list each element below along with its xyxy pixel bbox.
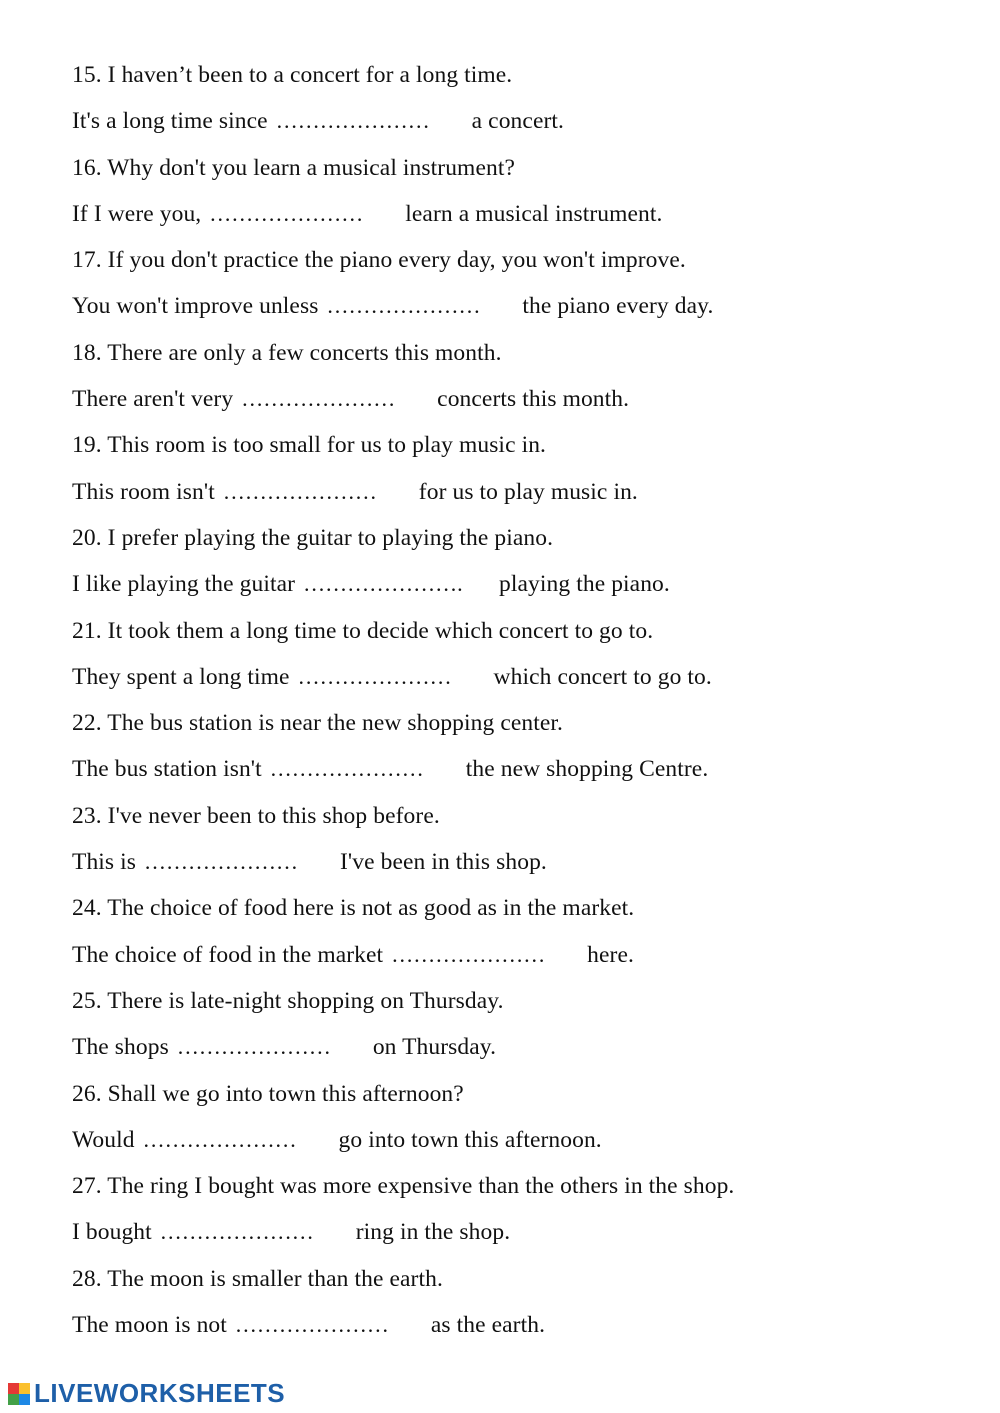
answer-line — [72, 1024, 952, 1070]
sentence-start: The moon is not — [72, 1312, 227, 1339]
sentence-start: If I were you, — [72, 200, 202, 227]
question-line — [72, 515, 952, 561]
original-sentence: The ring I bought was more expensive than the others in the shop. — [107, 1173, 735, 1200]
sentence-end: a concert. — [471, 108, 564, 135]
sentence-end: go into town this afternoon. — [338, 1126, 602, 1153]
question-line — [72, 793, 952, 839]
answer-line — [72, 561, 952, 607]
question-number: 26. — [72, 1080, 102, 1107]
sentence-end: concerts this month. — [437, 386, 630, 413]
answer-blank-20[interactable] — [303, 573, 491, 595]
answer-line — [72, 283, 952, 329]
question-number: 21. — [72, 617, 102, 644]
sentence-end: playing the piano. — [499, 571, 670, 598]
sentence-start: This is — [72, 849, 137, 876]
question-number: 20. — [72, 524, 102, 551]
answer-line — [72, 376, 952, 422]
question-number: 27. — [72, 1173, 102, 1200]
question-line — [72, 700, 952, 746]
original-sentence: It took them a long time to decide which concert to go to. — [107, 617, 654, 644]
sentence-end: ring in the shop. — [355, 1219, 511, 1246]
liveworksheets-logo-icon — [8, 1383, 30, 1405]
question-line — [72, 1256, 952, 1302]
question-number: 17. — [72, 247, 102, 274]
answer-blank-19[interactable] — [223, 481, 411, 503]
logo-square-blue — [19, 1394, 30, 1405]
question-line — [72, 237, 952, 283]
question-line — [72, 885, 952, 931]
sentence-start: This room isn't — [72, 478, 215, 505]
liveworksheets-footer — [8, 1378, 285, 1409]
answer-blank-24[interactable] — [391, 944, 579, 966]
answer-line — [72, 654, 952, 700]
answer-line — [72, 1209, 952, 1255]
original-sentence: I've never been to this shop before. — [107, 802, 440, 829]
answer-blank-27[interactable] — [160, 1221, 348, 1243]
answer-line — [72, 746, 952, 792]
answer-blank-15[interactable] — [276, 110, 464, 132]
answer-blank-28[interactable] — [235, 1314, 423, 1336]
question-line — [72, 978, 952, 1024]
logo-square-green — [8, 1394, 19, 1405]
original-sentence: If you don't practice the piano every day, you won't improve. — [107, 247, 686, 274]
question-number: 25. — [72, 987, 102, 1014]
answer-blank-25[interactable] — [177, 1036, 365, 1058]
question-line — [72, 1071, 952, 1117]
question-number: 15. — [72, 62, 102, 88]
sentence-end: on Thursday. — [372, 1034, 497, 1061]
sentence-end: which concert to go to. — [493, 663, 712, 690]
answer-blank-21[interactable] — [298, 666, 486, 688]
sentence-end: for us to play music in. — [418, 478, 638, 505]
sentence-end: I've been in this shop. — [340, 849, 547, 876]
worksheet — [72, 52, 952, 1348]
original-sentence: Why don't you learn a musical instrument? — [107, 154, 515, 181]
original-sentence: The bus station is near the new shopping center. — [107, 710, 564, 737]
answer-line — [72, 932, 952, 978]
sentence-start: It's a long time since — [72, 108, 268, 135]
sentence-start: Would — [72, 1126, 135, 1153]
logo-square-red — [8, 1383, 19, 1394]
original-sentence: The moon is smaller than the earth. — [107, 1265, 443, 1292]
answer-line — [72, 1117, 952, 1163]
original-sentence: This room is too small for us to play music in. — [107, 432, 547, 459]
sentence-end: here. — [587, 941, 634, 968]
answer-blank-26[interactable] — [143, 1129, 331, 1151]
sentence-start: There aren't very — [72, 386, 234, 413]
brand-name: LIVEWORKSHEETS — [34, 1378, 286, 1408]
sentence-start: I bought — [72, 1219, 152, 1246]
question-number: 18. — [72, 339, 102, 366]
answer-blank-17[interactable] — [326, 295, 514, 317]
sentence-end: the piano every day. — [522, 293, 714, 320]
sentence-start: The bus station isn't — [72, 756, 262, 783]
sentence-end: learn a musical instrument. — [405, 200, 663, 227]
question-number: 19. — [72, 432, 102, 459]
question-number: 24. — [72, 895, 102, 922]
logo-square-yellow — [19, 1383, 30, 1394]
question-line — [72, 1163, 952, 1209]
sentence-start: I like playing the guitar — [72, 571, 296, 598]
answer-blank-23[interactable] — [144, 851, 332, 873]
sentence-start: The shops — [72, 1034, 169, 1061]
answer-line — [72, 98, 952, 144]
question-number: 23. — [72, 802, 102, 829]
original-sentence: The choice of food here is not as good as in the market. — [107, 895, 635, 922]
sentence-end: the new shopping Centre. — [465, 756, 709, 783]
original-sentence: There are only a few concerts this month. — [107, 339, 502, 366]
question-number: 22. — [72, 710, 102, 737]
answer-line — [72, 839, 952, 885]
sentence-start: The choice of food in the market — [72, 941, 384, 968]
question-line — [72, 608, 952, 654]
original-sentence: I haven’t been to a concert for a long time. — [107, 62, 513, 88]
question-number: 28. — [72, 1265, 102, 1292]
sentence-start: You won't improve unless — [72, 293, 319, 320]
question-line — [72, 330, 952, 376]
sentence-end: as the earth. — [430, 1312, 546, 1339]
question-line — [72, 422, 952, 468]
answer-blank-22[interactable] — [270, 758, 458, 780]
original-sentence: There is late-night shopping on Thursday. — [107, 987, 504, 1014]
answer-blank-16[interactable] — [209, 203, 397, 225]
question-line — [72, 52, 952, 98]
question-number: 16. — [72, 154, 102, 181]
question-line — [72, 145, 952, 191]
answer-line — [72, 469, 952, 515]
original-sentence: I prefer playing the guitar to playing the piano. — [107, 524, 554, 551]
sentence-start: They spent a long time — [72, 663, 290, 690]
original-sentence: Shall we go into town this afternoon? — [107, 1080, 464, 1107]
answer-blank-18[interactable] — [241, 388, 429, 410]
answer-line — [72, 191, 952, 237]
answer-line — [72, 1302, 952, 1348]
